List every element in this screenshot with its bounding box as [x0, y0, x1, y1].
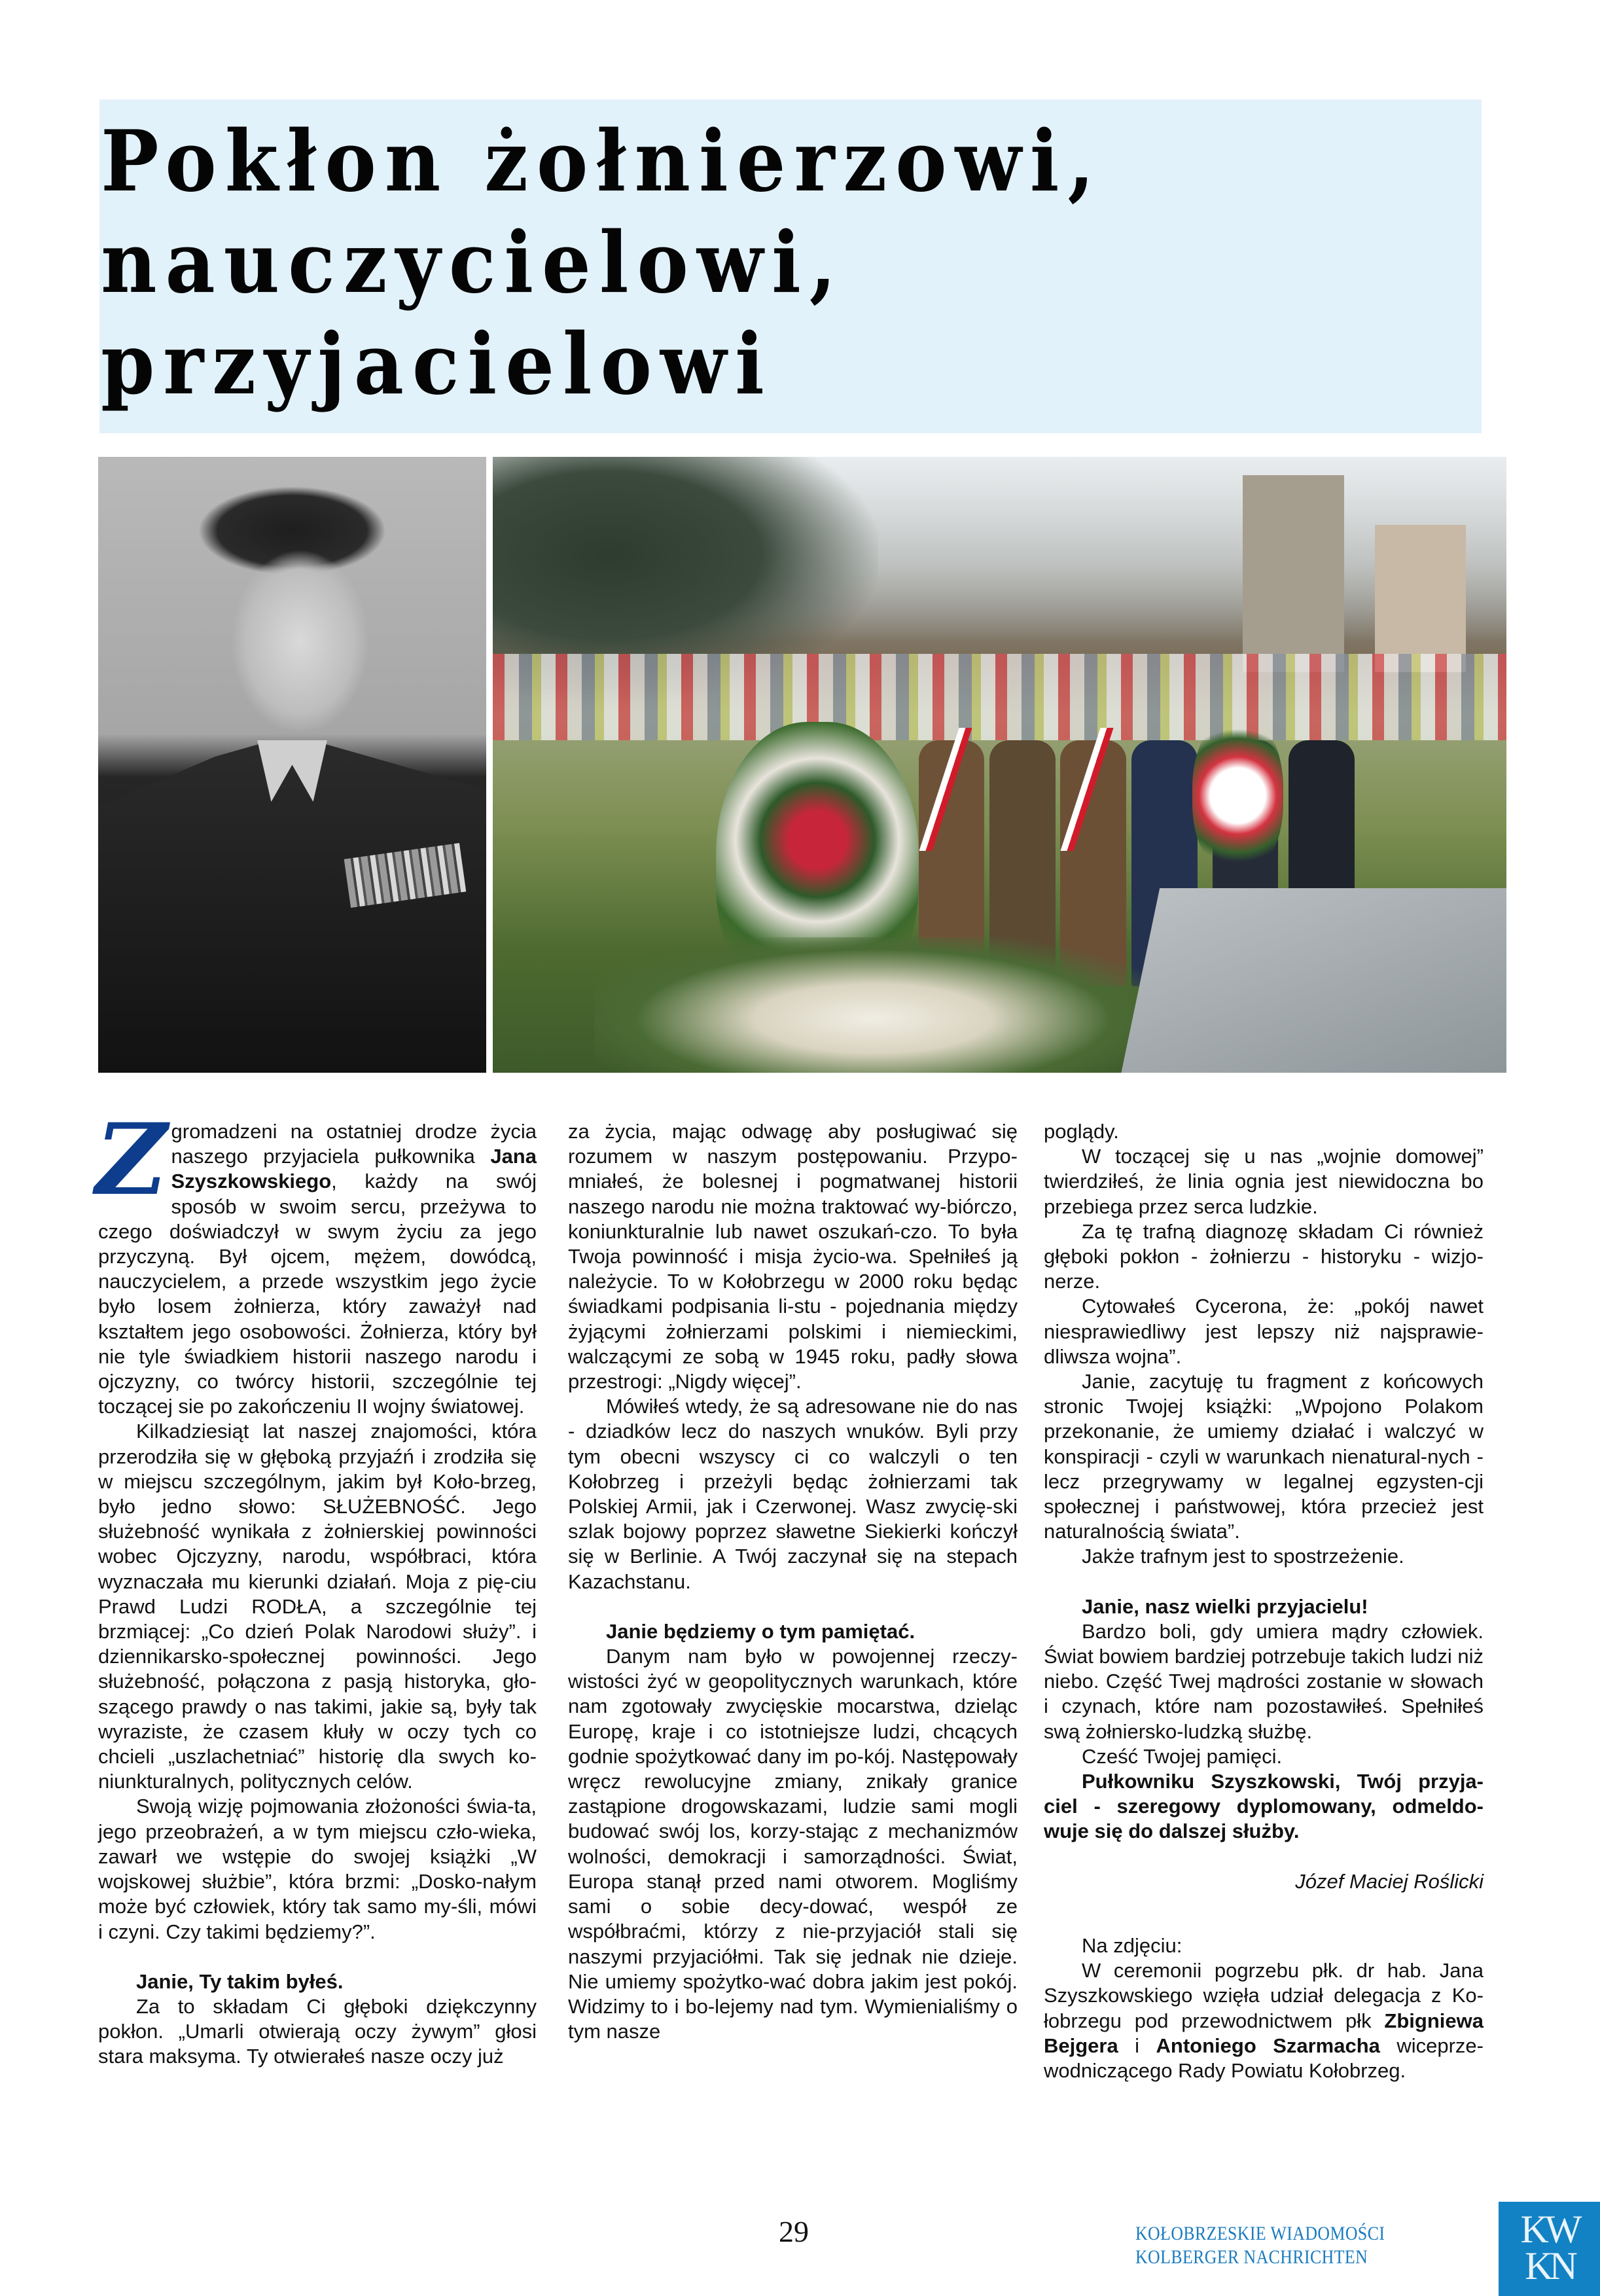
paragraph: za życia, mając odwagę aby posługiwać się rozumem w naszym postępowaniu. Przypo-mniałeś, że bolesnej i pogmatwanej historii naszego narodu nie można traktować wy-biórczo, koniunkturalnie lub nawet oszukań-czo. To była Twoja powinność i misja życio-wa. Spełniłeś ją należycie. To w Kołobrzegu w 2000 roku będąc świadkami podpisania li-stu - pojednania między żyjącymi żołnierzami polskimi i niemieckimi, walczącymi ze sobą w 1945 roku, padły słowa przestrogi: „Nigdy więcej”.	[568, 1120, 1018, 1393]
publication-name	[1135, 2222, 1385, 2269]
ceremony-tombstone	[1121, 888, 1506, 1073]
article-title-banner	[99, 99, 1482, 433]
paragraph: Zgromadzeni na ostatniej drodze życia naszego przyjaciela pułkownika Jana Szyszkowskiego, każdy na swój sposób w swoim sercu, przeżywa to czego doświadczył w swym życiu za jego przyczyną. Był ojcem, mężem, dowódcą, nauczycielem, a przede wszystkim jego życie było losem żołnierza, który zaważył nad kształtem jego osobowości. Żołnierza, który był nie tyle świadkiem historii naszego narodu i ojczyzny, co twórcy historii, szczególnie tej toczącej sie po zakończeniu II wojny światowej.	[96, 1102, 537, 1418]
ceremony-wreath	[1192, 715, 1283, 876]
section-heading: Janie, nasz wielki przyjacielu!	[1082, 1594, 1368, 1618]
article-title-line-1: Pokłon żołnierzowi,	[101, 113, 1103, 211]
paragraph: Kilkadziesiąt lat naszej znajomości, która przerodziła się w głęboką przyjaźń i zrodziła się w miejscu szczególnym, jakim był Koło-brzeg, było jedno słowo: SŁUŻEBNOŚĆ. Jego służebność wynikała z żołnierskiej powinności wobec Ojczyzny, narodu, współbraci, która wyznaczała mu kierunki działań. Moja z pię-ciu Prawd Ludzi RODŁA, a szczególnie tej brzmiącej: „Co dzień Polak Narodowi służy”. i dziennikarsko-społecznej powinności. Jego służebność, połączona z pasją historyka, gło-szącego prawdy o nas takimi, jakie są, były tak wyraziste, że czasem kłuły w oczy tych co chcieli „uszlachetniać” historię dla swych ko-niunkturalnych, politycznych celów.	[98, 1420, 537, 1793]
paragraph: Mówiłeś wtedy, że są adresowane nie do nas - dziadków lecz do naszych wnuków. Byli przy tym obecni wszyscy ci co walczyli o ten Kołobrzeg i przeżyli będąc żołnierzami tak Polskiej Armii, jak i Czerwonej. Wasz zwycię-ski szlak bojowy poprzez sławetne Siekierki kończył się w Berlinie. A Twój zaczynał się na stepach Kazachstanu.	[568, 1395, 1018, 1593]
article-column-1	[96, 1102, 537, 2070]
article-title-line-2: nauczycielowi,	[101, 214, 845, 312]
closing-paragraph: Pułkowniku Szyszkowski, Twój przyja-ciel - szeregowy dyplomowany, odmeldo-wuje się do dalszej służby.	[1044, 1770, 1484, 1843]
article-column-2	[568, 1119, 1018, 2044]
paragraph: Janie, zacytuję tu fragment z końcowych stronic Twojej książki: „Wpojono Polakom przekonanie, że umiemy działać i walczyć w konspiracji - czyli w warunkach nienatural-nych - lecz przegrywamy w legalnej egzysten-cji społecznej i państwowej, która przecież jest naturalnością świata”.	[1044, 1370, 1484, 1543]
photo-caption-label: Na zdjęciu:	[1082, 1933, 1182, 1957]
author-signature: Józef Maciej Roślicki	[1295, 1869, 1484, 1893]
person-name: Antoniego Szarmacha	[1156, 2034, 1380, 2057]
publication-logo-icon: KW KN	[1499, 2202, 1600, 2296]
paragraph: Bardzo boli, gdy umiera mądry człowiek. Świat bowiem bardziej potrzebuje takich ludzi niż niebo. Część Twej mądrości zostanie w słowach i czynach, które nam pozostawiłeś. Spełniłeś swą żołniersko-ludzką służbę.	[1044, 1619, 1484, 1743]
portrait-uniform	[98, 740, 486, 1073]
page-number: 29	[779, 2215, 809, 2248]
section-heading: Janie, Ty takim byłeś.	[136, 1969, 344, 1993]
article-title-line-3: przyjacielowi	[101, 315, 773, 414]
paragraph: Za to składam Ci głęboki dziękczynny pokłon. „Umarli otwierają oczy żywym” głosi stara maksyma. Ty otwierałeś nasze oczy już	[98, 1994, 537, 2068]
ceremony-photo	[493, 457, 1506, 1073]
person-name: Jana Szyszkowskiego	[171, 1145, 537, 1193]
paragraph: Jakże trafnym jest to spostrzeżenie.	[1082, 1545, 1404, 1568]
portrait-photo	[98, 457, 486, 1073]
paragraph: poglądy.	[1044, 1120, 1119, 1143]
photo-caption: W ceremonii pogrzebu płk. dr hab. Jana Szyszkowskiego wzięła udział delegacja z Ko-łobrzegu pod przewodnictwem płk Zbigniewa Bejgera i Antoniego Szarmacha wiceprze-wodniczącego Rady Powiatu Kołobrzeg.	[1044, 1959, 1484, 2082]
paragraph: Cześć Twojej pamięci.	[1082, 1744, 1283, 1768]
ceremony-building	[1243, 475, 1344, 672]
ceremony-flowers	[594, 937, 1152, 1073]
section-heading: Janie będziemy o tym pamiętać.	[606, 1619, 916, 1643]
paragraph: W toczącej się u nas „wojnie domowej” twierdziłeś, że linia ognia jest niewidoczna bo przebiega przez serca ludzkie.	[1044, 1145, 1484, 1218]
drop-cap: Z	[96, 1102, 168, 1217]
person-name: Zbigniewa Bejgera	[1044, 2009, 1484, 2057]
ceremony-building	[1375, 525, 1466, 673]
article-column-3	[1044, 1119, 1484, 2083]
ceremony-graves-background	[493, 654, 1506, 740]
paragraph: Cytowałeś Cycerona, że: „pokój nawet niesprawiedliwy jest lepszy niż najsprawie-dliwsza wojna”.	[1044, 1295, 1484, 1368]
publication-name-german: KOLBERGER NACHRICHTEN	[1135, 2246, 1368, 2268]
paragraph: Danym nam było w powojennej rzeczy-wistości żyć w geopolitycznych warunkach, które nam zgotowały zwycięskie mocarstwa, dzieląc Europę, kraje i co istotniejsze ludzi, chcących godnie spożytkować dany im po-kój. Następowały wręcz rewolucyjne zmiany, znikały granice zastąpione drogowskazami, ludzie sami mogli budować swój los, korzy-stając z mechanizmów wolności, demokracji i samorządności. Świat, Europa stanął przed nami otworem. Mogliśmy sami o sobie decy-dować, wespół ze współbraćmi, którzy z nie-przyjaciół stali się naszymi przyjaciółmi. Tak się jednak nie dzieje. Nie umiemy spożytko-wać dobra jakim jest pokój. Widzimy to i bo-lejemy nad tym. Wymienialiśmy o tym nasze	[568, 1645, 1018, 2043]
paragraph: Swoją wizję pojmowania złożoności świa-ta, jego przeobrażeń, a w tym miejscu czło-wieka, zawarł we wstępie do swojej książki „W wojskowej służbie”, która brzmi: „Dosko-nałym może być człowiek, który tak samo my-śli, mówi i czyni. Czy takimi będziemy?”.	[98, 1795, 537, 1943]
publication-name-polish: KOŁOBRZESKIE WIADOMOŚCI	[1135, 2223, 1385, 2244]
paragraph: Za tę trafną diagnozę składam Ci również głęboki pokłon - żołnierzu - historyku - wizjo-nerze.	[1044, 1219, 1484, 1293]
